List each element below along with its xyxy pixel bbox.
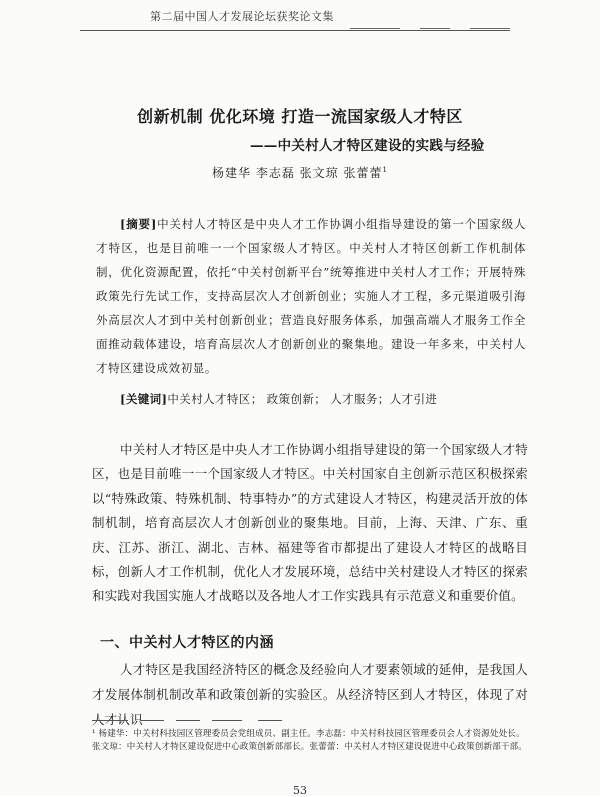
keywords-text: 中关村人才特区； 政策创新； 人才服务；人才引进 [167, 392, 438, 406]
author-note-mark: 1 [382, 166, 388, 174]
footnote-rule [176, 720, 200, 721]
header-rule [80, 30, 510, 31]
body-paragraph: 人才特区是我国经济特区的概念及经验向人才要素领域的延伸，是我国人才发展体制机制改革和政策创新的实验区。从经济特区到人才特区，体现了对人才认识 [92, 662, 528, 727]
footnote-rule [140, 720, 164, 721]
body-paragraph: 中关村人才特区是中央人才工作协调小组指导建设的第一个国家级人才特区，也是目前唯一一个国家级人才特区。中关村国家自主创新示范区积极探索以“特殊政策、特殊机制、特事特办”的方式建设人才特区，构建灵活开放的体制机制，培育高层次人才创新创业的聚集地。目前，上海、天津、广东、重庆、江苏、浙江、湖北、吉林、福建等省市都提出了建设人才特区的战略目标，创新人才工作机制，优化人才发展环境，总结中关村建设人才特区的探索和实践对我国实施人才战略以及各地人才工作实践具有示范意义和重要价值。 [92, 442, 528, 604]
running-header: 第二届中国人才发展论坛获奖论文集 [150, 10, 334, 23]
keywords [120, 391, 540, 407]
keywords-label: [关键词] [120, 392, 168, 406]
article-title: 创新机制 优化环境 打造一流国家级人才特区 [137, 107, 463, 126]
abstract-label: [摘要] [120, 217, 157, 231]
page-number: 53 [293, 784, 307, 797]
header-rule-dash [420, 28, 450, 29]
footnote-rule [212, 720, 242, 721]
header-rule-dash [470, 28, 510, 29]
abstract [96, 212, 526, 380]
footnote-rule [92, 720, 128, 721]
footnote-rule [258, 720, 282, 721]
header-rule-dash [350, 28, 400, 29]
author-line [0, 164, 600, 181]
section-heading: 一、中关村人才特区的内涵 [100, 635, 274, 651]
footnote: ¹ 杨建华：中关村科技园区管理委员会党组成员、副主任。李志磊：中关村科技园区管理委员会人才资源处处长。张文琼：中关村人才特区建设促进中心政策创新部部长。张蕾蕾：中关村人才特区建设促进中心政策创新部干部。 [92, 729, 528, 752]
abstract-text: 中关村人才特区是中央人才工作协调小组指导建设的第一个国家级人才特区，也是目前唯一一个国家级人才特区。中关村人才特区创新工作机制体制，优化资源配置，依托“中关村创新平台”统筹推进中关村人才工作；开展特殊政策先行先试工作，支持高层次人才创新创业；实施人才工程，多元渠道吸引海外高层次人才到中关村创新创业；营造良好服务体系，加强高端人才服务工作全面推动载体建设，培育高层次人才创新创业的聚集地。建设一年多来，中关村人才特区建设成效初显。 [96, 217, 526, 375]
author-names: 杨建华 李志磊 张文琼 张蕾蕾 [212, 166, 383, 180]
article-subtitle: ——中关村人才特区建设的实践与经验 [250, 138, 485, 154]
